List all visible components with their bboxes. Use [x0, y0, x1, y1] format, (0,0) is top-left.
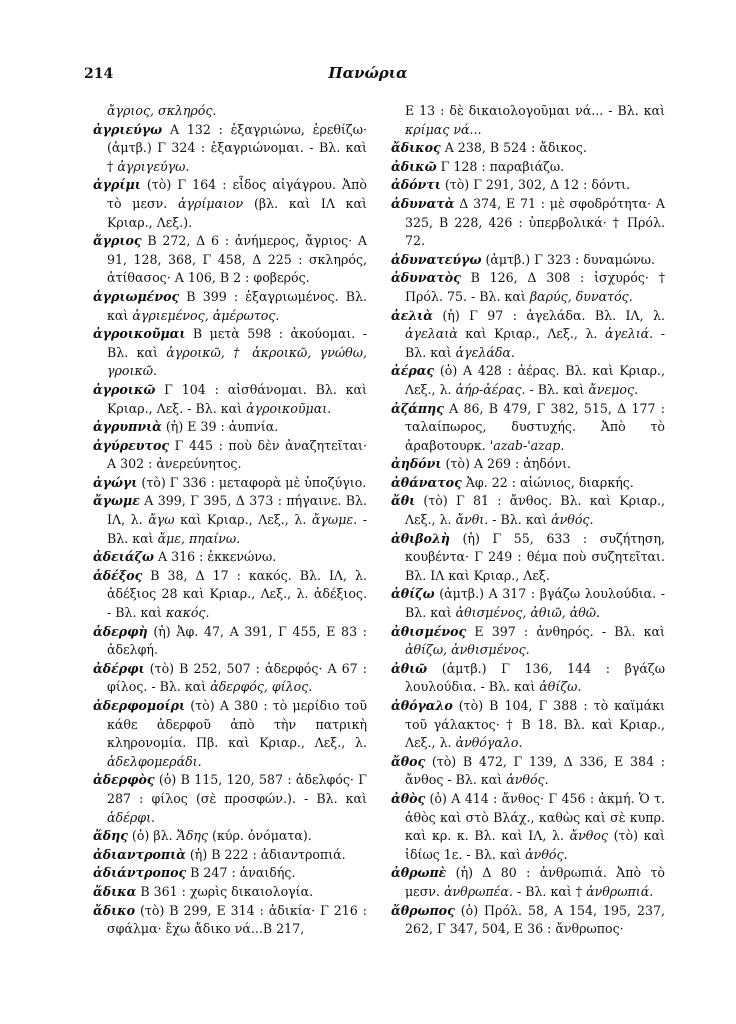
definition-text: - Βλ. καὶ †	[512, 883, 587, 899]
definition-text: (τὸ) Β 299, Ε 314 : ἀδικία· Γ 216 : σφάλμα· ἔχω ἄδικο νά...Β 217,	[107, 902, 367, 937]
definition-text: (τὸ) Β 252, 507 : ἀδερφός· Α 67 : φίλος. - Βλ. καὶ	[107, 660, 367, 695]
headword: ἀγριεύγω	[93, 121, 163, 137]
dictionary-entry	[391, 269, 665, 306]
dictionary-entry	[93, 771, 367, 827]
headword: ἀθὸς	[391, 790, 426, 806]
definition-text: (ὁ) Α 428 : ἀέρας. Βλ. καὶ Κριαρ., Λεξ., λ.	[405, 363, 665, 397]
definition-text: (ἡ) Β 222 : ἀδιαντροπιά.	[185, 846, 346, 862]
cross-reference: ἀγροικοῦμαι.	[246, 400, 332, 416]
definition-text: (βλ. καὶ ΙΛ καὶ Κριαρ., Λεξ.).	[107, 195, 367, 230]
cross-reference: ἄνθος	[569, 828, 608, 844]
definition-text: (τὸ) Γ 336 : μεταφορὰ μὲ ὑποζύγιο.	[137, 474, 367, 490]
headword: ἀδερφομοίρι	[93, 698, 186, 713]
dictionary-entry	[93, 846, 367, 865]
cross-reference: κακός.	[165, 605, 210, 621]
definition-text: Α 399, Γ 395, Δ 373 : πήγαινε. Βλ. ΙΛ, λ.	[107, 493, 367, 528]
headword: ἀδυνατὰ	[391, 195, 455, 211]
headword: ἀγώγι	[93, 474, 138, 490]
headword: ἀγροικοῦμαι	[93, 326, 186, 342]
headword: ἀδιαντροπιὰ	[93, 846, 186, 862]
cross-reference: ἀθισμένος, ἀθιῶ, ἀθῶ.	[455, 605, 601, 621]
headword: ἀηδόνι	[391, 456, 442, 472]
dictionary-entry	[93, 864, 367, 883]
headword: ἄγωμε	[93, 493, 140, 509]
dictionary-entry	[391, 195, 665, 251]
definition-text: (τὸ) καὶ ἰδίως 1ε. - Βλ. καὶ	[405, 828, 665, 862]
headword: ἀγροικῶ	[93, 381, 156, 397]
dictionary-entry	[391, 697, 665, 753]
headword: ἀθρωπὲ	[391, 865, 447, 881]
definition-text: (ἀμτβ.) Γ 323 : δυναμώνω.	[481, 251, 656, 267]
headword: ἀδερφὴ	[93, 623, 148, 639]
headword: ἄθι	[391, 493, 416, 509]
headword: ἀγύρευτος	[93, 437, 170, 453]
headword: ἀγριωμένος	[93, 288, 180, 304]
cross-reference: 'azab-'azap.	[489, 437, 565, 453]
cross-reference: ἀνθός.	[525, 846, 568, 862]
dictionary-entry	[391, 307, 665, 363]
headword: ἄγριος	[93, 233, 142, 249]
dictionary-entry	[93, 492, 367, 548]
cross-reference: ἀγελάδα.	[455, 344, 515, 360]
dictionary-entry	[391, 530, 665, 586]
definition-text: καὶ Κριαρ., Λεξ., λ.	[174, 512, 312, 528]
dictionary-entry	[391, 864, 665, 901]
cross-reference: Ἄδης	[176, 828, 209, 844]
dictionary-entry	[391, 790, 665, 864]
dictionary-entry	[93, 548, 367, 567]
headword: ἀθισμένος	[391, 623, 467, 639]
cross-reference: ἀδερφός, φίλος.	[210, 679, 313, 695]
cross-reference: ἄνθι.	[455, 512, 489, 528]
definition-text: (ὁ) Β 115, 120, 587 : ἀδελφός· Γ 287 : φίλος (σὲ προσφών.). - Βλ. καὶ	[107, 772, 367, 806]
definition-text: Β 38, Δ 17 : κακός. Βλ. ΙΛ, λ. ἀδέξιος 28 καὶ Κριαρ., Λεξ., λ. ἀδέξιος. - Βλ. καὶ	[107, 567, 367, 621]
running-title: Πανώρια	[328, 64, 408, 82]
cross-reference: ἄγω	[148, 512, 175, 528]
headword: ἀθάνατος	[391, 474, 462, 490]
cross-reference: ἀδελφομεράδι.	[107, 753, 202, 769]
cross-reference: ἀνθός.	[506, 772, 549, 788]
definition-text: (τὸ) Γ 291, 302, Δ 12 : δόντι.	[440, 177, 631, 193]
definition-text: (ὁ) Πρόλ. 58, Α 154, 195, 237, 262, Γ 347, 504, Ε 36 : ἄνθρωπος·	[405, 902, 665, 937]
definition-text: Ἀφ. 22 : αἰώνιος, διαρκής.	[461, 474, 634, 490]
definition-text: - Βλ. καὶ	[525, 381, 589, 397]
definition-text: (ἡ) Γ 97 : ἀγελάδα. Βλ. ΙΛ, λ.	[432, 307, 665, 323]
cross-reference: ἀνθρωπέα.	[443, 883, 513, 899]
headword: ἀθόγαλο	[391, 698, 453, 713]
dictionary-entry	[391, 251, 665, 270]
definition-text: (κύρ. ὀνόματα).	[208, 828, 312, 844]
cross-reference: κρίμας νά...	[405, 121, 482, 137]
headword: ἀγρυπνιὰ	[93, 419, 162, 435]
definition-text: - Βλ. καὶ	[107, 512, 367, 546]
headword: ἄδικο	[93, 902, 136, 918]
definition-text: (ὁ) Α 414 : ἄνθος· Γ 456 : ἀκμή. Ὁ τ. ἀθὸς καὶ στὸ Βλάχ., καθὼς καὶ σὲ κυπρ. καὶ κρ. κ. Βλ. καὶ ΙΛ, λ.	[405, 790, 665, 844]
cross-reference: ἀγελιά.	[604, 326, 654, 342]
headword: ἀδιάντροπος	[93, 865, 187, 881]
definition-text: Ε 397 : ἀνθηρός. - Βλ. καὶ	[466, 623, 665, 639]
definition-text: Β 247 : ἀναιδής.	[186, 865, 296, 881]
definition-text: Α 238, Β 524 : ἄδικος.	[440, 140, 587, 156]
dictionary-entry	[93, 660, 367, 697]
definition-text: Α 132 : ἐξαγριώνω, ἐρεθίζω· (ἀμτβ.) Γ 324 : ἐξαγριώνομαι. - Βλ. καὶ †	[107, 121, 367, 174]
headword: ἀθίζω	[391, 586, 435, 602]
dictionary-entry	[93, 418, 367, 437]
left-column	[93, 102, 367, 939]
headword: ἀζάπης	[391, 400, 444, 416]
definition-text: Β 126, Δ 308 : ἰσχυρός· † Πρόλ. 75. - Βλ. καὶ	[405, 270, 665, 304]
definition-text: Ε 13 : δὲ δικαιολογοῦμαι νά... - Βλ. καὶ	[405, 103, 665, 118]
cross-reference: ἀγριγεύγω.	[117, 158, 190, 174]
definition-text: (τὸ) Α 269 : ἀηδόνι.	[441, 456, 572, 472]
definition-text: (τὸ) Γ 81 : ἄνθος. Βλ. καὶ Κριαρ., Λεξ., λ.	[405, 493, 665, 528]
cross-reference: ἀδέρφι.	[107, 809, 156, 825]
entry-continuation	[391, 102, 665, 139]
dictionary-entry	[391, 585, 665, 622]
definition-text: Γ 445 : ποὺ δὲν ἀναζητεῖται· Α 302 : ἀνερεύνητος.	[107, 437, 367, 472]
cross-reference: ἀθίζω, ἀνθισμένος.	[405, 642, 530, 658]
definition-text: (τὸ) Γ 164 : εἶδος αἰγάγρου. Ἀπὸ τὸ μεσν.	[107, 177, 367, 211]
definition-text: Α 86, Β 479, Γ 382, 515, Δ 177 : ταλαίπωρος, δυστυχής. Ἀπὸ τὸ ἀραβοτουρκ.	[405, 400, 665, 453]
headword: ἀδερφὸς	[93, 772, 155, 788]
definition-text: Γ 104 : αἰσθάνομαι. Βλ. καὶ Κριαρ., Λεξ. - Βλ. καὶ	[107, 381, 367, 416]
definition-text: - Βλ. καὶ	[488, 512, 552, 528]
headword: ἀγρίμι	[93, 177, 141, 193]
definition-text: - Βλ. καὶ	[405, 326, 665, 360]
definition-text: (ὁ) βλ.	[127, 828, 177, 844]
headword: ἀδυνατὸς	[391, 270, 461, 286]
definition-text: (ἡ) Ε 39 : ἀυπνία.	[161, 419, 279, 435]
right-column	[391, 102, 665, 939]
cross-reference: ἄμε, πηαίνω.	[157, 530, 241, 546]
definition-text: (ἡ) Ἀφ. 47, Α 391, Γ 455, Ε 83 : ἀδελφή.	[107, 623, 367, 658]
dictionary-entry	[391, 455, 665, 474]
definition-text: (ἡ) Δ 80 : ἀνθρωπιά. Ἀπὸ τὸ μεσν.	[405, 865, 665, 899]
headword: ἀδικῶ	[391, 158, 437, 174]
dictionary-entry	[391, 623, 665, 660]
dictionary-entry	[391, 400, 665, 456]
definition-text: (τὸ) Α 380 : τὸ μερίδιο τοῦ κάθε ἀδερφοῦ ἀπὸ τὴν πατρικὴ κληρονομία. Πβ. καὶ Κριαρ., Λεξ., λ.	[107, 698, 367, 751]
dictionary-entry	[93, 883, 367, 902]
dictionary-entry	[93, 121, 367, 177]
headword: ἀθιβολὴ	[391, 530, 450, 546]
definition-text: (τὸ) Β 472, Γ 139, Δ 336, Ε 384 : ἄνθος - Βλ. καὶ	[405, 753, 665, 788]
definition-text: Β 361 : χωρὶς δικαιολογία.	[136, 883, 314, 899]
entry-continuation	[93, 102, 367, 121]
dictionary-entry	[391, 176, 665, 195]
definition-text: Β 399 : ἐξαγριωμένος. Βλ. καὶ	[107, 288, 367, 323]
definition-text: (ἀμτβ.) Α 317 : βγάζω λουλούδια. - Βλ. καὶ	[405, 586, 665, 621]
cross-reference: ἀνθόγαλο.	[455, 735, 523, 751]
dictionary-entry	[93, 697, 367, 771]
definition-text: Β 272, Δ 6 : ἀνήμερος, ἄγριος· Α 91, 128, 368, Γ 458, Δ 225 : σκληρός, ἀτίθασος· Α 106, Β 2 : φοβερός.	[107, 233, 367, 286]
cross-reference: ἀγρίμαιον	[177, 195, 244, 211]
dictionary-entry	[93, 288, 367, 325]
cross-reference: ἄγωμε.	[311, 512, 358, 528]
headword: ἄδικος	[391, 140, 441, 156]
cross-reference: ἀήρ-ἀέρας.	[455, 381, 526, 397]
dictionary-entry	[391, 362, 665, 399]
definition-text: Γ 128 : παραβιάζω.	[436, 158, 565, 174]
cross-reference: ἀνθρωπιά.	[586, 883, 654, 899]
definition-text: Δ 374, Ε 71 : μὲ σφοδρότητα· Α 325, Β 228, 426 : ὑπερβολικά· † Πρόλ. 72.	[405, 195, 665, 249]
cross-reference: ἀνθός.	[551, 512, 594, 528]
definition-text: (ἡ) Γ 55, 633 : συζήτηση, κουβέντα· Γ 249 : θέμα ποὺ συζητεῖται. Βλ. ΙΛ καὶ Κριαρ., Λεξ.	[405, 530, 665, 583]
headword: ἄδης	[93, 828, 128, 844]
headword: ἄθος	[391, 753, 426, 769]
headword: ἀδέξος	[93, 567, 143, 583]
dictionary-entry	[391, 474, 665, 493]
cross-reference: βαρύς, δυνατός.	[529, 288, 633, 304]
cross-reference: ἄγριος, σκληρός.	[107, 103, 217, 118]
headword: ἀδειάζω	[93, 549, 154, 565]
dictionary-entry	[93, 176, 367, 232]
dictionary-entry	[391, 139, 665, 158]
definition-text: (ἀμτβ.) Γ 136, 144 : βγάζω λουλούδια. - Βλ. καὶ	[405, 660, 665, 695]
dictionary-entry	[93, 325, 367, 381]
headword: ἀδυνατεύγω	[391, 251, 482, 267]
dictionary-entry	[391, 660, 665, 697]
dictionary-entry	[391, 902, 665, 939]
cross-reference: ἀγελαιὰ	[405, 326, 458, 342]
dictionary-entry	[93, 623, 367, 660]
headword: ἀδέρφι	[93, 660, 145, 676]
cross-reference: ἀγριεμένος, ἀμέρωτος.	[132, 307, 280, 323]
headword: ἄθρωπος	[391, 902, 455, 918]
cross-reference: ἄνεμος.	[588, 381, 639, 397]
dictionary-entry	[93, 474, 367, 493]
dictionary-entry	[93, 827, 367, 846]
dictionary-entry	[93, 902, 367, 939]
headword: ἄδικα	[93, 883, 137, 899]
headword: ἀέρας	[391, 363, 435, 379]
dictionary-entry	[93, 381, 367, 418]
dictionary-entry	[391, 753, 665, 790]
cross-reference: ἀθίζω.	[539, 679, 582, 695]
headword: ἀθιῶ	[391, 660, 428, 676]
definition-text: Α 316 : ἐκκενώνω.	[153, 549, 277, 565]
definition-text: (τὸ) Β 104, Γ 388 : τὸ καϊμάκι τοῦ γάλακτος· † Β 18. Βλ. καὶ Κριαρ., Λεξ., λ.	[405, 698, 665, 751]
dictionary-entry	[93, 567, 367, 623]
headword: ἀελιὰ	[391, 307, 433, 323]
definition-text: Β μετὰ 598 : ἀκούομαι. - Βλ. καὶ	[107, 326, 367, 360]
dictionary-entry	[391, 492, 665, 529]
dictionary-entry	[93, 232, 367, 288]
cross-reference: ἀγροικῶ, † ἀκροικῶ, γνώθω, γροικῶ.	[107, 344, 367, 379]
headword: ἀδόντι	[391, 177, 441, 193]
dictionary-entry	[391, 158, 665, 177]
dictionary-entry	[93, 437, 367, 474]
page-number: 214	[84, 66, 114, 82]
definition-text: καὶ Κριαρ., Λεξ., λ.	[457, 326, 605, 342]
